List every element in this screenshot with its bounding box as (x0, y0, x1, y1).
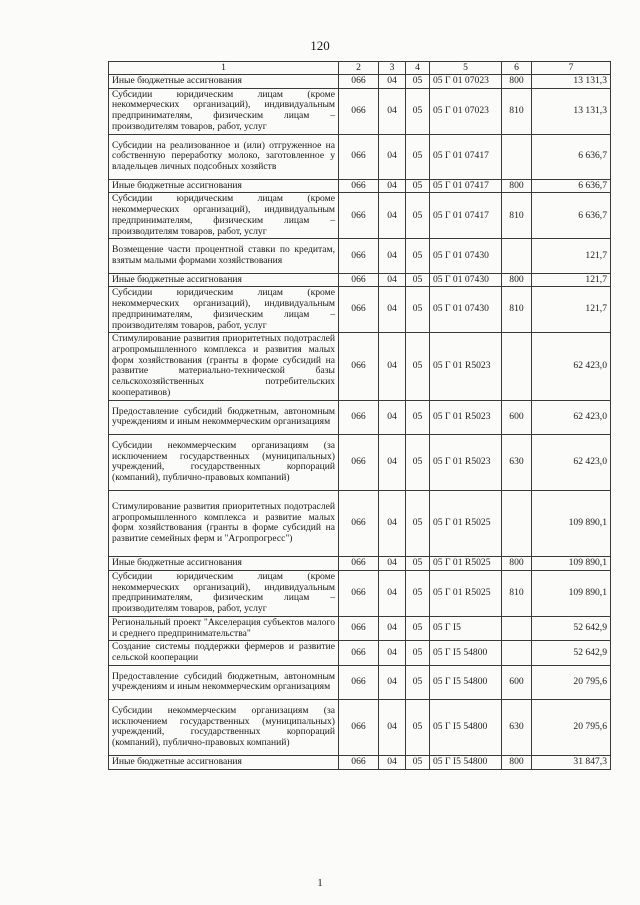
expense-type-code: 630 (502, 434, 532, 490)
row-description: Предоставление субсидий бюджетным, автономным учреждениям и иным некоммерческим организациям (109, 665, 339, 699)
table-row (109, 134, 611, 179)
amount-value: 62 423,0 (532, 434, 611, 490)
header-cell: 5 (430, 62, 502, 75)
target-article-code: 05 Г 01 R5025 (430, 570, 502, 616)
amount-value: 31 847,3 (532, 755, 611, 769)
section-code: 04 (379, 665, 406, 699)
header-cell: 4 (406, 62, 430, 75)
section-code: 04 (379, 700, 406, 756)
section-code: 04 (379, 239, 406, 273)
amount-value: 6 636,7 (532, 134, 611, 179)
section-code: 04 (379, 434, 406, 490)
expense-type-code: 800 (502, 557, 532, 571)
ministry-code: 066 (339, 333, 379, 400)
amount-value: 121,7 (532, 287, 611, 333)
table-row (109, 665, 611, 699)
row-description: Субсидии юридическим лицам (кроме некоммерческих организаций), индивидуальным предпринимателям, физическим лицам – производителям товаров, работ, услуг (109, 287, 339, 333)
row-description: Субсидии юридическим лицам (кроме некоммерческих организаций), индивидуальным предпринимателям, физическим лицам – производителям товаров, работ, услуг (109, 570, 339, 616)
ministry-code: 066 (339, 434, 379, 490)
row-description: Субсидии на реализованное и (или) отгруженное на собственную переработку молоко, заготовленное у владельцев личных подсобных хозяйств (109, 134, 339, 179)
ministry-code: 066 (339, 700, 379, 756)
expense-type-code: 810 (502, 88, 532, 134)
expense-type-code: 600 (502, 665, 532, 699)
target-article-code: 05 Г I5 54800 (430, 641, 502, 665)
target-article-code: 05 Г 01 R5025 (430, 490, 502, 557)
expense-type-code: 600 (502, 400, 532, 434)
subsection-code: 05 (406, 570, 430, 616)
row-description: Субсидии некоммерческим организациям (за исключением государственных (муниципальных) учреждений, государственных корпораций (компаний), публично-правовых компаний) (109, 434, 339, 490)
subsection-code: 05 (406, 179, 430, 193)
subsection-code: 05 (406, 641, 430, 665)
row-description: Стимулирование развития приоритетных подотраслей агропромышленного комплекса и развитие малых форм хозяйствования (гранты в форме субсидий на развитие семейных ферм и "Агропрогресс") (109, 490, 339, 557)
target-article-code: 05 Г I5 54800 (430, 700, 502, 756)
row-description: Иные бюджетные ассигнования (109, 755, 339, 769)
ministry-code: 066 (339, 273, 379, 287)
section-code: 04 (379, 193, 406, 239)
amount-value: 20 795,6 (532, 700, 611, 756)
row-description: Иные бюджетные ассигнования (109, 557, 339, 571)
table-row (109, 700, 611, 756)
target-article-code: 05 Г 01 R5023 (430, 333, 502, 400)
expense-type-code: 800 (502, 179, 532, 193)
ministry-code: 066 (339, 134, 379, 179)
ministry-code: 066 (339, 665, 379, 699)
row-description: Региональный проект "Акселерация субъектов малого и среднего предпринимательства" (109, 616, 339, 640)
target-article-code: 05 Г 01 07417 (430, 193, 502, 239)
row-description: Субсидии юридическим лицам (кроме некоммерческих организаций), индивидуальным предпринимателям, физическим лицам – производителям товаров, работ, услуг (109, 193, 339, 239)
section-code: 04 (379, 490, 406, 557)
table-row (109, 434, 611, 490)
expense-type-code: 800 (502, 755, 532, 769)
ministry-code: 066 (339, 179, 379, 193)
page-number: 120 (310, 38, 330, 53)
amount-value: 109 890,1 (532, 490, 611, 557)
subsection-code: 05 (406, 400, 430, 434)
section-code: 04 (379, 570, 406, 616)
expense-type-code: 800 (502, 75, 532, 89)
subsection-code: 05 (406, 700, 430, 756)
table-row (109, 557, 611, 571)
target-article-code: 05 Г 01 07023 (430, 75, 502, 89)
row-description: Субсидии юридическим лицам (кроме некоммерческих организаций), индивидуальным предпринимателям, физическим лицам – производителям товаров, работ, услуг (109, 88, 339, 134)
ministry-code: 066 (339, 239, 379, 273)
table-row (109, 490, 611, 557)
table-row (109, 641, 611, 665)
header-cell: 3 (379, 62, 406, 75)
row-description: Возмещение части процентной ставки по кредитам, взятым малыми формами хозяйствования (109, 239, 339, 273)
table-row (109, 400, 611, 434)
amount-value: 121,7 (532, 273, 611, 287)
table-row (109, 333, 611, 400)
ministry-code: 066 (339, 570, 379, 616)
section-code: 04 (379, 134, 406, 179)
target-article-code: 05 Г 01 07430 (430, 273, 502, 287)
ministry-code: 066 (339, 490, 379, 557)
subsection-code: 05 (406, 75, 430, 89)
table-row (109, 179, 611, 193)
table-row (109, 88, 611, 134)
row-description: Субсидии некоммерческим организациям (за исключением государственных (муниципальных) учреждений, государственных корпораций (компаний), публично-правовых компаний) (109, 700, 339, 756)
expense-type-code (502, 134, 532, 179)
amount-value: 6 636,7 (532, 179, 611, 193)
section-code: 04 (379, 273, 406, 287)
subsection-code: 05 (406, 557, 430, 571)
target-article-code: 05 Г 01 07417 (430, 134, 502, 179)
subsection-code: 05 (406, 755, 430, 769)
ministry-code: 066 (339, 557, 379, 571)
amount-value: 109 890,1 (532, 557, 611, 571)
row-description: Иные бюджетные ассигнования (109, 273, 339, 287)
row-description: Стимулирование развития приоритетных подотраслей агропромышленного комплекса и развития малых форм хозяйствования (гранты в форме субсидий на развитие материально-технической базы сельскохозяйственных потребительских кооперативов) (109, 333, 339, 400)
table-row (109, 287, 611, 333)
expense-type-code (502, 239, 532, 273)
section-code: 04 (379, 557, 406, 571)
row-description: Создание системы поддержки фермеров и развитие сельской кооперации (109, 641, 339, 665)
section-code: 04 (379, 641, 406, 665)
expense-type-code: 810 (502, 287, 532, 333)
subsection-code: 05 (406, 616, 430, 640)
ministry-code: 066 (339, 641, 379, 665)
expense-type-code (502, 333, 532, 400)
amount-value: 52 642,9 (532, 616, 611, 640)
subsection-code: 05 (406, 88, 430, 134)
target-article-code: 05 Г 01 07430 (430, 287, 502, 333)
subsection-code: 05 (406, 273, 430, 287)
subsection-code: 05 (406, 490, 430, 557)
target-article-code: 05 Г 01 07430 (430, 239, 502, 273)
section-code: 04 (379, 179, 406, 193)
target-article-code: 05 Г 01 R5023 (430, 434, 502, 490)
table-header-row (109, 62, 611, 75)
amount-value: 52 642,9 (532, 641, 611, 665)
row-description: Иные бюджетные ассигнования (109, 75, 339, 89)
amount-value: 13 131,3 (532, 88, 611, 134)
amount-value: 62 423,0 (532, 333, 611, 400)
budget-table (108, 61, 611, 770)
ministry-code: 066 (339, 287, 379, 333)
amount-value: 62 423,0 (532, 400, 611, 434)
table-row (109, 193, 611, 239)
expense-type-code (502, 641, 532, 665)
target-article-code: 05 Г 01 07417 (430, 179, 502, 193)
ministry-code: 066 (339, 616, 379, 640)
ministry-code: 066 (339, 75, 379, 89)
header-cell: 1 (109, 62, 339, 75)
amount-value: 6 636,7 (532, 193, 611, 239)
header-cell: 6 (502, 62, 532, 75)
section-code: 04 (379, 333, 406, 400)
target-article-code: 05 Г I5 54800 (430, 755, 502, 769)
subsection-code: 05 (406, 287, 430, 333)
target-article-code: 05 Г I5 (430, 616, 502, 640)
section-code: 04 (379, 75, 406, 89)
header-cell: 2 (339, 62, 379, 75)
ministry-code: 066 (339, 193, 379, 239)
section-code: 04 (379, 88, 406, 134)
amount-value: 109 890,1 (532, 570, 611, 616)
expense-type-code (502, 616, 532, 640)
table-row (109, 239, 611, 273)
target-article-code: 05 Г 01 R5023 (430, 400, 502, 434)
target-article-code: 05 Г 01 R5025 (430, 557, 502, 571)
amount-value: 13 131,3 (532, 75, 611, 89)
footer-mark: 1 (317, 877, 323, 889)
table-body (109, 75, 611, 770)
ministry-code: 066 (339, 400, 379, 434)
amount-value: 121,7 (532, 239, 611, 273)
target-article-code: 05 Г I5 54800 (430, 665, 502, 699)
header-cell: 7 (532, 62, 611, 75)
table-row (109, 273, 611, 287)
table-row (109, 75, 611, 89)
subsection-code: 05 (406, 239, 430, 273)
subsection-code: 05 (406, 134, 430, 179)
section-code: 04 (379, 616, 406, 640)
amount-value: 20 795,6 (532, 665, 611, 699)
subsection-code: 05 (406, 193, 430, 239)
subsection-code: 05 (406, 665, 430, 699)
expense-type-code: 810 (502, 193, 532, 239)
target-article-code: 05 Г 01 07023 (430, 88, 502, 134)
table-row (109, 755, 611, 769)
expense-type-code: 810 (502, 570, 532, 616)
row-description: Предоставление субсидий бюджетным, автономным учреждениям и иным некоммерческим организациям (109, 400, 339, 434)
section-code: 04 (379, 400, 406, 434)
section-code: 04 (379, 287, 406, 333)
ministry-code: 066 (339, 755, 379, 769)
table-row (109, 570, 611, 616)
expense-type-code: 800 (502, 273, 532, 287)
table-row (109, 616, 611, 640)
row-description: Иные бюджетные ассигнования (109, 179, 339, 193)
ministry-code: 066 (339, 88, 379, 134)
subsection-code: 05 (406, 434, 430, 490)
section-code: 04 (379, 755, 406, 769)
subsection-code: 05 (406, 333, 430, 400)
expense-type-code: 630 (502, 700, 532, 756)
expense-type-code (502, 490, 532, 557)
